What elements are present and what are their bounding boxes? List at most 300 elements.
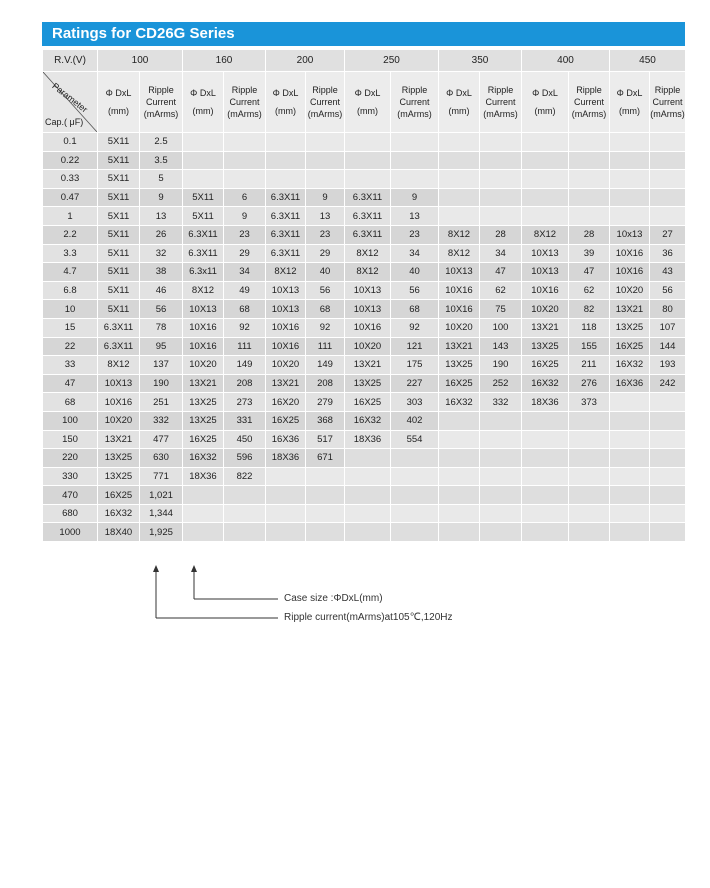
case-size-cell: 16X36	[266, 430, 306, 449]
size-column-header	[439, 72, 480, 133]
voltage-header: 350	[439, 50, 522, 72]
ripple-current-cell: 9	[224, 207, 266, 226]
case-size-cell	[522, 207, 569, 226]
ripple-current-cell: 477	[140, 430, 183, 449]
case-size-cell: 13X21	[522, 318, 569, 337]
case-size-cell: 18X36	[345, 430, 391, 449]
ripple-current-cell: 29	[306, 244, 345, 263]
size-label: Φ DxL	[532, 88, 558, 98]
ripple-label: Ripple	[312, 85, 338, 95]
ripple-current-cell	[306, 523, 345, 542]
voltage-header: 450	[610, 50, 686, 72]
case-size-cell: 6.3X11	[266, 244, 306, 263]
ripple-current-cell: 2.5	[140, 133, 183, 152]
size-column-header	[522, 72, 569, 133]
case-size-cell: 5X11	[98, 263, 140, 282]
case-size-cell: 16X32	[522, 374, 569, 393]
ripple-current-cell: 68	[391, 300, 439, 319]
case-size-cell	[522, 411, 569, 430]
ripple-current-cell: 23	[391, 225, 439, 244]
size-label: Φ DxL	[616, 88, 643, 98]
capacitance-cell: 0.33	[43, 170, 98, 189]
ripple-current-cell: 80	[650, 300, 686, 319]
ripple-current-cell	[650, 430, 686, 449]
case-size-cell: 16X25	[439, 374, 480, 393]
case-size-cell: 10X13	[98, 374, 140, 393]
case-size-cell: 13X25	[610, 318, 650, 337]
ripple-current-cell: 303	[391, 393, 439, 412]
ripple-label: Ripple	[487, 85, 514, 95]
case-size-cell: 18X36	[266, 449, 306, 468]
size-column-header	[345, 72, 391, 133]
ripple-current-cell: 1,925	[140, 523, 183, 542]
case-size-cell: 16X36	[610, 374, 650, 393]
ripple-current-cell: 62	[569, 281, 610, 300]
table-row	[43, 430, 686, 449]
ripple-current-cell	[391, 523, 439, 542]
ripple-current-cell	[306, 504, 345, 523]
ripple-label: Current	[229, 97, 260, 107]
case-size-cell: 13X21	[98, 430, 140, 449]
ripple-current-cell: 175	[391, 356, 439, 375]
case-size-cell: 10X20	[345, 337, 391, 356]
case-size-cell	[610, 151, 650, 170]
case-size-cell	[610, 170, 650, 189]
ripple-current-cell	[306, 170, 345, 189]
ripple-current-cell: 34	[391, 244, 439, 263]
ripple-current-cell: 368	[306, 411, 345, 430]
case-size-cell	[522, 449, 569, 468]
ripple-label: (mArms)	[397, 109, 432, 119]
ripple-current-cell: 155	[569, 337, 610, 356]
size-label: Φ DxL	[190, 88, 216, 98]
case-size-cell	[610, 523, 650, 542]
size-label: Φ DxL	[354, 88, 381, 98]
case-size-cell	[183, 486, 224, 505]
case-size-cell: 10X20	[98, 411, 140, 430]
ripple-current-cell: 211	[569, 356, 610, 375]
ripple-current-cell: 107	[650, 318, 686, 337]
case-size-cell	[522, 133, 569, 152]
table-row	[43, 151, 686, 170]
ripple-current-cell: 28	[480, 225, 522, 244]
ripple-current-cell: 671	[306, 449, 345, 468]
case-size-cell	[439, 170, 480, 189]
case-size-cell: 16X20	[266, 393, 306, 412]
ripple-current-cell	[391, 467, 439, 486]
table-row	[43, 411, 686, 430]
ripple-current-cell: 111	[306, 337, 345, 356]
case-size-cell: 10X16	[439, 281, 480, 300]
ripple-current-cell: 149	[306, 356, 345, 375]
case-size-cell: 6.3X11	[266, 225, 306, 244]
parameter-header-row	[43, 72, 686, 133]
case-size-cell: 13X21	[610, 300, 650, 319]
ripple-current-cell	[569, 207, 610, 226]
ripple-current-cell: 273	[224, 393, 266, 412]
case-size-cell	[345, 467, 391, 486]
capacitance-cell: 2.2	[43, 225, 98, 244]
parameter-cap-header	[43, 72, 98, 133]
ripple-current-cell	[480, 504, 522, 523]
ripple-current-cell: 822	[224, 467, 266, 486]
case-size-cell: 10X13	[266, 300, 306, 319]
table-row	[43, 133, 686, 152]
case-size-cell	[266, 133, 306, 152]
capacitance-cell: 0.47	[43, 188, 98, 207]
ripple-current-cell	[480, 207, 522, 226]
ripple-current-cell	[480, 486, 522, 505]
rv-label: R.V.(V)	[43, 50, 98, 72]
ripple-current-cell: 144	[650, 337, 686, 356]
ripple-current-cell: 68	[224, 300, 266, 319]
case-size-cell: 10X13	[345, 281, 391, 300]
ripple-current-cell: 56	[140, 300, 183, 319]
case-size-cell: 5X11	[98, 244, 140, 263]
ripple-label: Ripple	[576, 85, 602, 95]
ripple-column-header	[224, 72, 266, 133]
ripple-current-cell: 92	[306, 318, 345, 337]
table-row	[43, 170, 686, 189]
case-size-cell: 13X25	[98, 467, 140, 486]
case-size-cell	[610, 393, 650, 412]
case-size-cell: 13X25	[522, 337, 569, 356]
ripple-current-cell: 193	[650, 356, 686, 375]
case-size-cell: 13X25	[183, 393, 224, 412]
ripple-current-cell: 56	[391, 281, 439, 300]
ripple-current-cell	[569, 133, 610, 152]
case-size-cell	[345, 486, 391, 505]
ripple-label: Ripple	[401, 85, 428, 95]
ripple-current-cell: 118	[569, 318, 610, 337]
case-size-cell: 10X13	[522, 263, 569, 282]
case-size-cell: 10X16	[98, 393, 140, 412]
case-size-cell: 13X25	[98, 449, 140, 468]
case-size-cell	[439, 133, 480, 152]
case-size-cell: 16X32	[610, 356, 650, 375]
ripple-label: Current	[652, 97, 683, 107]
case-size-cell	[610, 449, 650, 468]
ripple-current-cell: 208	[306, 374, 345, 393]
ripple-current-cell	[569, 151, 610, 170]
case-size-cell: 13X25	[345, 374, 391, 393]
case-size-cell: 10X16	[266, 318, 306, 337]
case-size-cell: 6.3x11	[183, 263, 224, 282]
case-size-cell: 5X11	[98, 207, 140, 226]
case-size-cell: 10X20	[439, 318, 480, 337]
capacitance-cell: 4.7	[43, 263, 98, 282]
case-size-cell: 10X16	[439, 300, 480, 319]
ripple-current-cell	[480, 133, 522, 152]
ripple-current-cell	[224, 504, 266, 523]
size-column-header	[98, 72, 140, 133]
table-row	[43, 523, 686, 542]
table-row	[43, 300, 686, 319]
size-column-header	[183, 72, 224, 133]
case-size-cell: 6.3X11	[266, 207, 306, 226]
ripple-label: Ripple	[231, 85, 258, 95]
case-size-cell: 10X16	[183, 318, 224, 337]
ripple-current-cell: 121	[391, 337, 439, 356]
table-row	[43, 449, 686, 468]
ripple-current-cell: 373	[569, 393, 610, 412]
case-size-cell	[183, 133, 224, 152]
ripple-current-cell	[650, 188, 686, 207]
legend-annotation	[150, 560, 570, 630]
ripple-current-cell	[569, 449, 610, 468]
ripple-current-cell: 111	[224, 337, 266, 356]
case-size-cell: 5X11	[98, 151, 140, 170]
ripple-current-cell: 227	[391, 374, 439, 393]
table-title: Ratings for CD26G Series	[42, 22, 685, 46]
case-size-cell	[266, 467, 306, 486]
size-unit: (mm)	[192, 106, 214, 116]
ripple-current-cell: 450	[224, 430, 266, 449]
case-size-cell	[183, 170, 224, 189]
ripple-label: Current	[399, 97, 430, 107]
case-size-cell: 13X21	[345, 356, 391, 375]
case-size-cell	[610, 133, 650, 152]
ripple-label: (mArms)	[307, 109, 343, 119]
case-size-cell: 10X16	[345, 318, 391, 337]
case-size-cell: 13X21	[266, 374, 306, 393]
ripple-label: (mArms)	[227, 109, 262, 119]
ripple-current-cell: 23	[306, 225, 345, 244]
ripple-current-cell	[224, 170, 266, 189]
case-size-cell: 10X16	[610, 263, 650, 282]
capacitance-cell: 0.1	[43, 133, 98, 152]
ripple-current-cell	[480, 449, 522, 468]
case-size-cell: 8X12	[345, 263, 391, 282]
case-size-cell: 10X13	[183, 300, 224, 319]
case-size-cell	[266, 151, 306, 170]
ripple-current-cell: 5	[140, 170, 183, 189]
size-unit: (mm)	[108, 106, 129, 116]
ripple-current-cell	[569, 188, 610, 207]
ripple-current-cell	[391, 449, 439, 468]
case-size-note: Case size :ΦDxL(mm)	[284, 593, 383, 604]
ripple-current-cell: 34	[224, 263, 266, 282]
case-size-cell: 6.3X11	[183, 225, 224, 244]
ripple-current-cell	[391, 486, 439, 505]
case-size-cell: 6.3X11	[98, 318, 140, 337]
case-size-cell: 8X12	[522, 225, 569, 244]
case-size-cell	[522, 467, 569, 486]
case-size-cell: 16X25	[183, 430, 224, 449]
case-size-cell	[610, 188, 650, 207]
case-size-cell	[610, 430, 650, 449]
case-size-cell: 10X13	[439, 263, 480, 282]
case-size-cell: 6.3X11	[98, 337, 140, 356]
ripple-current-cell: 38	[140, 263, 183, 282]
ripple-current-cell: 78	[140, 318, 183, 337]
capacitance-cell: 22	[43, 337, 98, 356]
ripple-column-header	[140, 72, 183, 133]
case-size-cell	[522, 151, 569, 170]
ripple-current-cell	[650, 486, 686, 505]
ripple-current-cell: 331	[224, 411, 266, 430]
ripple-current-cell	[306, 467, 345, 486]
case-size-cell	[345, 504, 391, 523]
case-size-cell	[345, 151, 391, 170]
case-size-cell	[439, 411, 480, 430]
ripple-current-cell: 332	[480, 393, 522, 412]
ripple-current-cell	[569, 523, 610, 542]
capacitance-cell: 680	[43, 504, 98, 523]
case-size-cell: 8X12	[345, 244, 391, 263]
size-unit: (mm)	[275, 106, 296, 116]
case-size-cell: 10X16	[522, 281, 569, 300]
case-size-cell	[522, 504, 569, 523]
case-size-cell: 10X13	[522, 244, 569, 263]
ripple-current-cell: 26	[140, 225, 183, 244]
capacitance-label: Cap.( μF)	[45, 117, 84, 127]
case-size-cell: 18X36	[183, 467, 224, 486]
ripple-current-cell	[391, 170, 439, 189]
voltage-header: 250	[345, 50, 439, 72]
case-size-cell: 5X11	[183, 188, 224, 207]
ripple-current-cell: 251	[140, 393, 183, 412]
case-size-cell: 8X12	[266, 263, 306, 282]
size-column-header	[266, 72, 306, 133]
size-label: Φ DxL	[272, 88, 299, 98]
case-size-cell: 18X40	[98, 523, 140, 542]
size-label: Φ DxL	[446, 88, 472, 98]
case-size-cell	[183, 151, 224, 170]
table-row	[43, 393, 686, 412]
case-size-cell	[439, 504, 480, 523]
ripple-current-cell: 554	[391, 430, 439, 449]
case-size-cell: 8X12	[439, 225, 480, 244]
ripple-current-cell: 9	[391, 188, 439, 207]
ripple-current-cell: 92	[391, 318, 439, 337]
case-size-cell	[266, 504, 306, 523]
ripple-current-cell: 23	[224, 225, 266, 244]
ripple-current-cell: 9	[306, 188, 345, 207]
case-size-cell: 16X32	[98, 504, 140, 523]
capacitance-cell: 330	[43, 467, 98, 486]
ripple-label: Current	[309, 97, 340, 107]
ripple-current-cell: 75	[480, 300, 522, 319]
ripple-current-cell: 630	[140, 449, 183, 468]
ripple-current-cell	[480, 467, 522, 486]
ripple-current-cell	[306, 151, 345, 170]
ripple-current-cell	[480, 430, 522, 449]
case-size-cell: 5X11	[98, 281, 140, 300]
ripple-current-cell: 28	[569, 225, 610, 244]
table-row	[43, 281, 686, 300]
case-size-cell	[439, 430, 480, 449]
table-row	[43, 225, 686, 244]
case-size-cell: 16X25	[98, 486, 140, 505]
ripple-current-cell	[224, 486, 266, 505]
voltage-header: 200	[266, 50, 345, 72]
ripple-current-cell: 47	[480, 263, 522, 282]
ripple-current-cell: 62	[480, 281, 522, 300]
ripple-current-cell	[650, 504, 686, 523]
case-size-cell: 18X36	[522, 393, 569, 412]
ripple-current-cell: 3.5	[140, 151, 183, 170]
ripple-current-cell: 190	[480, 356, 522, 375]
case-size-cell	[610, 504, 650, 523]
case-size-cell: 10X13	[266, 281, 306, 300]
ripple-current-cell	[569, 486, 610, 505]
case-size-cell: 5X11	[98, 188, 140, 207]
ripple-current-cell: 47	[569, 263, 610, 282]
ratings-table	[42, 49, 686, 542]
parameter-label: Parameter	[50, 80, 90, 115]
voltage-header-row	[43, 50, 686, 72]
ripple-label: Current	[573, 97, 604, 107]
capacitance-cell: 100	[43, 411, 98, 430]
ripple-current-cell	[650, 170, 686, 189]
ripple-column-header	[569, 72, 610, 133]
table-row	[43, 244, 686, 263]
ripple-column-header	[650, 72, 686, 133]
ripple-current-cell: 252	[480, 374, 522, 393]
ripple-label: Ripple	[654, 85, 681, 95]
ripple-current-cell	[650, 133, 686, 152]
case-size-cell	[345, 170, 391, 189]
ripple-current-cell: 1,021	[140, 486, 183, 505]
case-size-cell	[439, 467, 480, 486]
case-size-cell	[439, 151, 480, 170]
ripple-current-cell	[650, 207, 686, 226]
table-row	[43, 486, 686, 505]
case-size-cell	[439, 449, 480, 468]
ripple-current-cell: 1,344	[140, 504, 183, 523]
ripple-label: (mArms)	[483, 109, 518, 119]
capacitance-cell: 3.3	[43, 244, 98, 263]
case-size-cell: 13X25	[183, 411, 224, 430]
case-size-cell: 13X21	[183, 374, 224, 393]
case-size-cell: 16X25	[522, 356, 569, 375]
ripple-current-cell: 137	[140, 356, 183, 375]
case-size-cell: 6.3X11	[266, 188, 306, 207]
ripple-current-cell: 40	[391, 263, 439, 282]
ripple-current-cell: 143	[480, 337, 522, 356]
case-size-cell: 13X21	[439, 337, 480, 356]
case-size-cell: 6.3X11	[345, 207, 391, 226]
ripple-label: (mArms)	[650, 109, 685, 119]
case-size-cell	[610, 486, 650, 505]
case-size-cell	[610, 411, 650, 430]
ripple-current-cell: 208	[224, 374, 266, 393]
case-size-cell	[522, 523, 569, 542]
ripple-current-cell: 27	[650, 225, 686, 244]
case-size-cell	[345, 449, 391, 468]
case-size-cell: 16X32	[439, 393, 480, 412]
capacitance-cell: 15	[43, 318, 98, 337]
ripple-column-header	[391, 72, 439, 133]
case-size-cell	[610, 467, 650, 486]
ripple-current-cell	[224, 133, 266, 152]
ripple-current-cell: 43	[650, 263, 686, 282]
case-size-cell	[610, 207, 650, 226]
case-size-cell	[439, 188, 480, 207]
ripple-current-cell: 402	[391, 411, 439, 430]
ripple-current-cell	[306, 133, 345, 152]
ripple-current-cell	[480, 523, 522, 542]
ripple-current-cell: 29	[224, 244, 266, 263]
case-size-cell: 10X16	[610, 244, 650, 263]
table-row	[43, 318, 686, 337]
case-size-cell: 10X20	[522, 300, 569, 319]
case-size-cell: 5X11	[98, 170, 140, 189]
ripple-current-cell: 149	[224, 356, 266, 375]
voltage-header: 100	[98, 50, 183, 72]
ripple-current-cell: 39	[569, 244, 610, 263]
